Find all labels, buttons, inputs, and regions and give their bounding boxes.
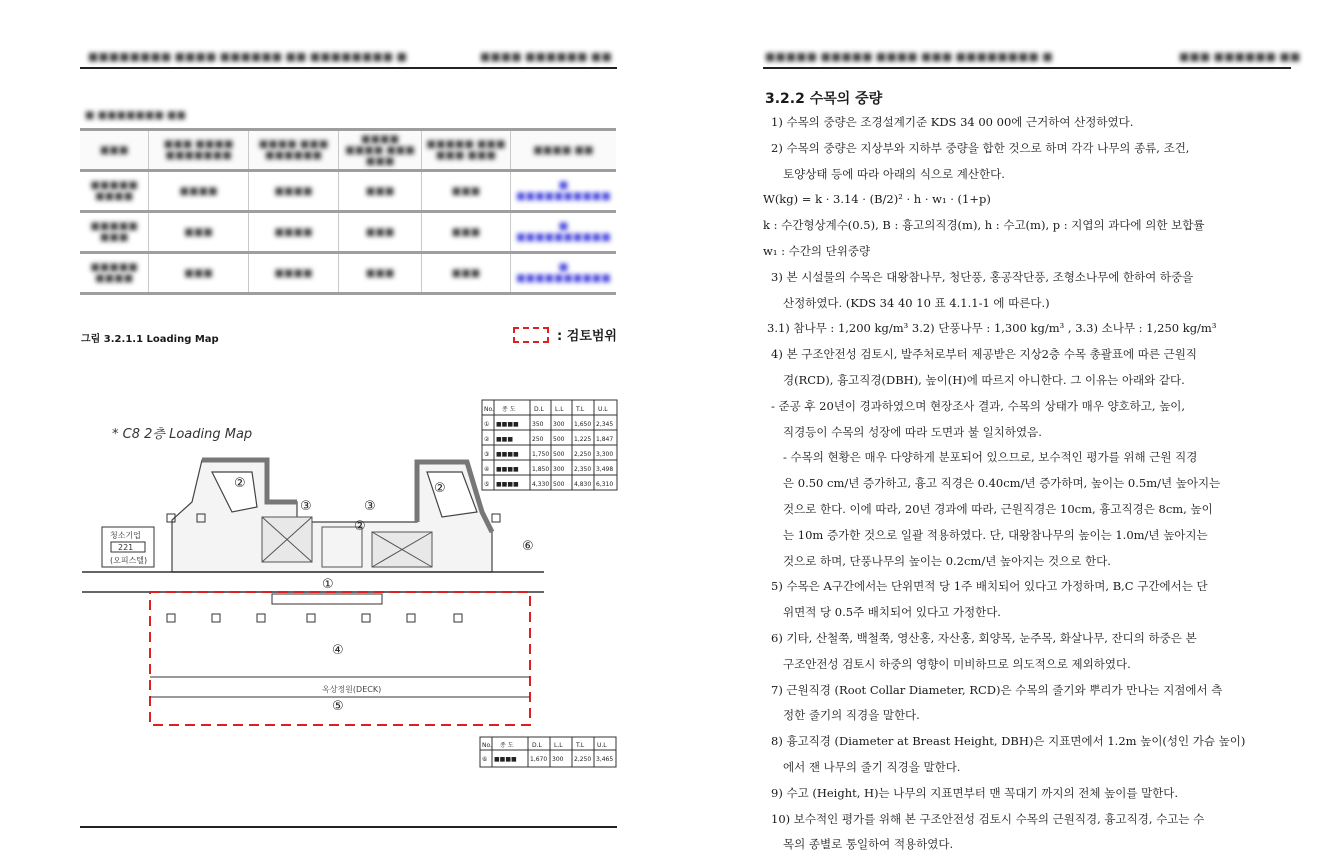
paragraph: 2) 수목의 중량은 지상부와 지하부 중량을 합한 것으로 하며 각각 나무의 종류, 조건,: [771, 140, 1190, 155]
planter-strip: [272, 594, 382, 604]
bullet: 은 0.50 cm/년 증가하고, 흉고 직경은 0.40cm/년 증가하며, 높이는 0.5m/년 높아지는: [783, 476, 1221, 491]
top-table-cell: 1,650: [574, 421, 592, 428]
top-table-cell: 300: [553, 466, 565, 473]
zone-label-5: ⑤: [332, 699, 344, 714]
zone-label-2b: ②: [434, 481, 446, 496]
table-link-cell[interactable]: ■ ■■■■■■■■■■: [516, 262, 611, 284]
table-header-cell: ■■■: [80, 130, 149, 171]
zone-label-4: ④: [332, 643, 344, 658]
review-range-legend: [513, 325, 617, 344]
top-table-cell: 4,830: [574, 481, 592, 488]
table-cell: ■■■■: [248, 171, 338, 212]
bottom-table-header: T.L: [576, 742, 585, 749]
paragraph: 산정하였다. (KDS 34 40 10 표 4.1.1-1 에 따른다.): [783, 295, 1050, 310]
table-cell: ■■■: [422, 253, 511, 294]
bottom-table-cell: 3,465: [596, 756, 614, 763]
bottom-table-cell: 300: [552, 756, 564, 763]
table-cell: ■■■: [149, 253, 249, 294]
bullet: 것으로 하며, 단풍나무의 높이는 0.2cm/년 높아지는 것으로 한다.: [783, 553, 1111, 568]
bottom-table-cell: 1,670: [530, 756, 548, 763]
top-table-cell: 350: [532, 421, 544, 428]
table-header-cell: ■■■ ■■■■ ■■■■■■■: [149, 130, 249, 171]
top-table-cell: 1,850: [532, 466, 550, 473]
table-row: [80, 171, 616, 212]
paragraph: 9) 수고 (Height, H)는 나무의 지표면부터 맨 꼭대기 까지의 전체 높이를 말한다.: [771, 785, 1179, 800]
bottom-table-header: No.: [482, 742, 492, 749]
top-table-cell: 300: [553, 421, 565, 428]
paragraph: 6) 기타, 산철쭉, 백철쭉, 영산홍, 자산홍, 회양목, 눈주목, 화살나무, 잔디의 하중은 본: [771, 630, 1197, 645]
room-sub: (오피스텔): [110, 556, 148, 565]
zone-label-6: ⑥: [522, 539, 534, 554]
bottom-table-cell: 2,250: [574, 756, 592, 763]
top-table-cell: 500: [553, 481, 565, 488]
left-page: [0, 0, 667, 865]
bullet: - 준공 후 20년이 경과하였으며 현장조사 결과, 수목의 상태가 매우 양호하고, 높이,: [771, 398, 1186, 413]
top-table-cell: 500: [553, 436, 565, 443]
definition: w₁ : 수간의 단위중량: [763, 243, 871, 258]
top-table-cell: 1,847: [596, 436, 614, 443]
table-row: [80, 253, 616, 294]
footer-rule: [80, 826, 617, 828]
top-table-cell: ■■■■: [496, 451, 519, 458]
top-load-table: [482, 400, 617, 490]
table-header-row: [80, 130, 616, 171]
building-outline: [172, 460, 492, 572]
right-page: [667, 0, 1335, 865]
top-table-cell: ■■■■: [496, 421, 519, 428]
table-link-cell[interactable]: ■ ■■■■■■■■■■: [516, 180, 611, 202]
bullet: 것으로 한다. 이에 따라, 20년 경과에 따라, 근원직경은 10cm, 흉고직경은 8cm, 높이: [783, 501, 1213, 516]
zone-label-3b: ③: [364, 499, 376, 514]
top-table-cell: 2,250: [574, 451, 592, 458]
top-table-cell: 3,300: [596, 451, 614, 458]
header-rule: [763, 67, 1291, 69]
loading-map-drawing: [82, 392, 622, 792]
table-cell: ■■■: [422, 212, 511, 253]
top-table-cell: 1,750: [532, 451, 550, 458]
top-table-cell: 3,498: [596, 466, 614, 473]
running-header-right: ■■■■ ■■■■■■ ■■: [480, 50, 612, 63]
paragraph: 5) 수목은 A구간에서는 단위면적 당 1주 배치되어 있다고 가정하며, B,C 구간에서는 단: [771, 579, 1208, 594]
table-header-cell: ■■■■ ■■■■ ■■■ ■■■: [339, 130, 422, 171]
table-cell: ■■■■: [248, 212, 338, 253]
handwritten-title: * C8 2층 Loading Map: [112, 427, 253, 442]
running-header-left: ■■■■■ ■■■■■ ■■■■ ■■■ ■■■■■■■■ ■: [765, 50, 1053, 63]
table-cell: ■■■: [339, 212, 422, 253]
paragraph: 7) 근원직경 (Root Collar Diameter, RCD)은 수목의 줄기와 뿌리가 만나는 지점에서 측: [771, 682, 1223, 697]
top-table-cell: ■■■■: [496, 481, 519, 488]
table-cell: ■■■■: [149, 171, 249, 212]
top-table-cell: ①: [484, 421, 490, 428]
paragraph: 위면적 당 0.5주 배치되어 있다고 가정한다.: [783, 605, 1001, 620]
bottom-table-header: D.L: [532, 742, 542, 749]
table-link-cell[interactable]: ■ ■■■■■■■■■■: [516, 221, 611, 243]
paragraph: 목의 종별로 통일하여 적용하였다.: [783, 837, 954, 852]
section-title: 3.2.2 수목의 중량: [765, 91, 883, 107]
paragraph: 경(RCD), 흉고직경(DBH), 높이(H)에 따르지 아니한다. 그 이유는 아래와 같다.: [783, 372, 1185, 387]
bottom-table-header: U.L: [597, 742, 607, 749]
table-header-cell: ■■■■■ ■■■ ■■■ ■■■: [422, 130, 511, 171]
zone-label-2: ②: [234, 476, 246, 491]
top-table-cell: ■■■■: [496, 466, 519, 473]
top-table-cell: 2,350: [574, 466, 592, 473]
room-number: 221: [118, 543, 134, 552]
table-title: ■ ■■■■■■■ ■■: [85, 110, 186, 121]
definition: k : 수간형상계수(0.5), B : 흉고의직경(m), h : 수고(m), p : 지엽의 과다에 의한 보합률: [763, 218, 1205, 233]
zone-label-1: ①: [322, 577, 334, 592]
paragraph: 토양상태 등에 따라 아래의 식으로 계산한다.: [783, 166, 1005, 181]
top-table-header: 종 도: [502, 406, 516, 413]
table-cell: ■■■■■ ■■■■: [80, 253, 149, 294]
bottom-table-header: 종 도: [500, 742, 514, 749]
table-header-cell: ■■■■ ■■: [510, 130, 616, 171]
top-table-cell: ■■■: [496, 436, 514, 443]
table-cell: ■■■: [422, 171, 511, 212]
top-table-cell: ②: [484, 436, 490, 443]
table-cell: ■■■: [339, 171, 422, 212]
header-rule: [80, 67, 617, 69]
paragraph: 정한 줄기의 직경을 말한다.: [783, 708, 920, 723]
paragraph: 8) 흉고직경 (Diameter at Breast Height, DBH)은 지표면에서 1.2m 높이(성인 가슴 높이): [771, 734, 1246, 749]
table-cell: ■■■■■ ■■■: [80, 212, 149, 253]
bullet: - 수목의 현황은 매우 다양하게 분포되어 있으므로, 보수적인 평가를 위해 근원 직경: [783, 450, 1198, 465]
top-table-cell: 500: [553, 451, 565, 458]
paragraph: 구조안전성 검토시 하중의 영향이 미비하므로 의도적으로 제외하였다.: [783, 656, 1131, 671]
room-name: 청소기업: [110, 531, 141, 540]
top-table-cell: 1,225: [574, 436, 592, 443]
top-table-cell: 6,310: [596, 481, 614, 488]
formula: W(kg) = k · 3.14 · (B/2)² · h · w₁ · (1+p): [763, 192, 991, 207]
top-table-cell: ⑤: [484, 481, 490, 488]
bullet: 직경등이 수목의 성장에 따라 도면과 불 일치하였음.: [783, 424, 1042, 439]
red-dashed-box-icon: [513, 327, 549, 343]
legend-label: : 검토범위: [557, 329, 617, 344]
zone-label-3: ③: [300, 499, 312, 514]
running-header-right: ■■■ ■■■■■■ ■■: [1179, 50, 1301, 63]
bottom-table-header: L.L: [554, 742, 563, 749]
top-table-header: No.: [484, 406, 494, 413]
top-table-cell: ③: [484, 451, 490, 458]
table-cell: ■■■: [149, 212, 249, 253]
top-table-cell: 2,345: [596, 421, 614, 428]
top-table-header: T.L: [576, 406, 585, 413]
paragraph: 1) 수목의 중량은 조경설계기준 KDS 34 00 00에 근거하여 산정하였다.: [771, 115, 1134, 129]
bottom-table-cell: ■■■■: [494, 756, 517, 763]
paragraph: 4) 본 구조안전성 검토시, 발주처로부터 제공받은 지상2층 수목 총괄표에 따른 근원직: [771, 347, 1197, 362]
table-cell: ■■■■■ ■■■■: [80, 171, 149, 212]
load-table: [80, 128, 616, 295]
top-table-header: U.L: [598, 406, 608, 413]
table-header-cell: ■■■■ ■■■ ■■■■■■: [248, 130, 338, 171]
bottom-table-cell: ⑥: [482, 756, 488, 763]
bullet: 는 10m 증가한 것으로 일괄 적용하였다. 단, 대왕참나무의 높이는 1.0m/년 높아지는: [783, 527, 1208, 542]
figure-caption: 그림 3.2.1.1 Loading Map: [81, 334, 219, 345]
top-table-header: D.L: [534, 406, 544, 413]
paragraph: 3.1) 참나무 : 1,200 kg/m³ 3.2) 단풍나무 : 1,300 kg/m³ , 3.3) 소나무 : 1,250 kg/m³: [767, 321, 1217, 336]
deck-label: 옥상정원(DECK): [322, 685, 382, 694]
paragraph: 10) 보수적인 평가를 위해 본 구조안전성 검토시 수목의 근원직경, 흉고직경, 수고는 수: [771, 811, 1205, 826]
body-text: [763, 110, 1293, 858]
running-header-left: ■■■■■■■■ ■■■■ ■■■■■■ ■■ ■■■■■■■■ ■: [88, 50, 407, 63]
top-table-header: L.L: [555, 406, 564, 413]
top-table-cell: ④: [484, 466, 490, 473]
zone-label-2c: ②: [354, 519, 366, 534]
table-cell: ■■■: [339, 253, 422, 294]
paragraph: 3) 본 시설물의 수목은 대왕참나무, 청단풍, 홍공작단풍, 조형소나무에 한하여 하중을: [771, 269, 1194, 284]
top-table-cell: 250: [532, 436, 544, 443]
paragraph: 에서 잰 나무의 줄기 직경을 말한다.: [783, 759, 961, 774]
table-row: [80, 212, 616, 253]
table-cell: ■■■■: [248, 253, 338, 294]
top-table-cell: 4,330: [532, 481, 550, 488]
